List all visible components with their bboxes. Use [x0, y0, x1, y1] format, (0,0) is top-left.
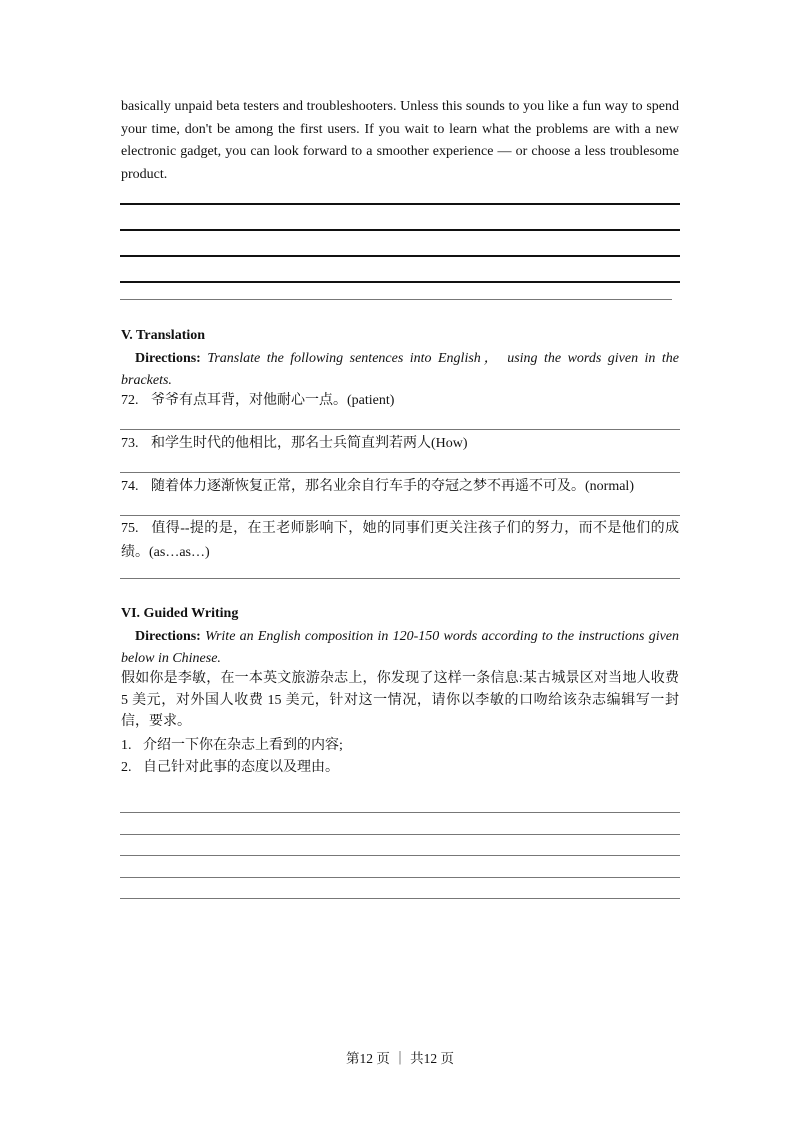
translation-item [121, 388, 679, 414]
requirement-item [121, 734, 343, 754]
answer-line [120, 281, 680, 283]
item-text: 爷爷有点耳背，对他耐心一点。(patient) [151, 393, 395, 408]
answer-line [120, 472, 680, 473]
writing-line [120, 855, 680, 856]
item-text: 值得--提的是，在王老师影响下，她的同事们更关注孩子们的努力，而不是他们的成绩。(as…as…) [121, 521, 679, 560]
page-footer: 第12 页 ｜ 共12 页 [346, 1051, 454, 1066]
item-text: 随着体力逐渐恢复正常，那名业余自行车手的夺冠之梦不再遥不可及。(normal) [151, 479, 634, 494]
directions-text: Write an English composition in 120-150 words according to the instructions given below in Chinese. [121, 629, 680, 666]
requirement-item [121, 756, 339, 776]
writing-prompt: 假如你是李敏，在一本英文旅游杂志上，你发现了这样一条信息:某古城景区对当地人收费 5 美元，对外国人收费 15 美元，针对这一情况，请你以李敏的口吻给该杂志编辑写一封信，要求。 [121, 671, 679, 729]
answer-line [120, 429, 680, 430]
translation-item [121, 431, 679, 457]
item-number: 72. [121, 393, 139, 408]
translation-heading: V. Translation [121, 328, 206, 343]
writing-directions [121, 626, 679, 669]
item-number: 75. [121, 521, 139, 536]
answer-line [120, 229, 680, 231]
requirement-number: 2. [121, 760, 132, 775]
item-number: 74. [121, 479, 139, 494]
directions-label: Directions: [135, 629, 201, 644]
requirement-text: 介绍一下你在杂志上看到的内容; [143, 738, 343, 753]
answer-line [120, 299, 672, 300]
answer-line [120, 255, 680, 257]
answer-line [120, 203, 680, 205]
directions-label: Directions: [135, 351, 201, 366]
directions-text: Translate the following sentences into English， using the words given in the brackets. [121, 351, 680, 388]
writing-line [120, 877, 680, 878]
answer-line [120, 578, 680, 579]
translation-directions [121, 348, 679, 391]
writing-line [120, 812, 680, 813]
requirement-number: 1. [121, 738, 132, 753]
translation-item [121, 517, 679, 565]
answer-line [120, 515, 680, 516]
writing-line [120, 898, 680, 899]
writing-line [120, 834, 680, 835]
translation-item [121, 474, 679, 500]
reading-passage-tail: basically unpaid beta testers and troubleshooters. Unless this sounds to you like a fun way to spend your time, don't be among the first users. If you wait to learn what the problems are with a new electronic gadget, you can look forward to a smoother experience — or choose a less troublesome product. [121, 99, 679, 182]
item-text: 和学生时代的他相比，那名士兵简直判若两人(How) [151, 436, 468, 451]
writing-heading: VI. Guided Writing [121, 606, 239, 621]
item-number: 73. [121, 436, 139, 451]
requirement-text: 自己针对此事的态度以及理由。 [143, 760, 339, 775]
